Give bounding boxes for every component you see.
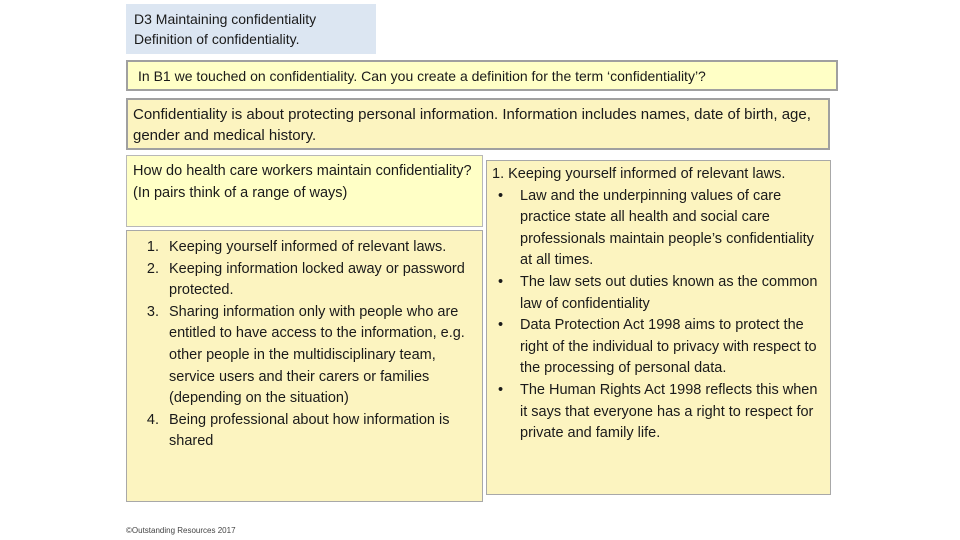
definition-text: Confidentiality is about protecting personal information. Information includes names, date of birth, age, gender and medical history.: [133, 106, 811, 144]
question-box: [126, 60, 838, 91]
slide-title: [126, 4, 376, 54]
list-item: 1. Keeping yourself informed of relevant laws.: [163, 237, 476, 259]
ways-list: [133, 237, 476, 453]
list-item: 3. Sharing information only with people who are entitled to have access to the information, e.g. other people in the multidisciplinary team, service users and their carers or families (depending on the situation): [163, 302, 476, 410]
laws-list: [492, 186, 822, 445]
pair-task-prompt: [126, 155, 483, 227]
laws-box: [486, 160, 831, 495]
list-item: • Data Protection Act 1998 aims to protect the right of the individual to privacy with respect to the processing of personal data.: [520, 315, 822, 380]
list-item: 2. Keeping information locked away or password protected.: [163, 259, 476, 302]
list-item: • Law and the underpinning values of care practice state all health and social care professionals maintain people’s confidentiality at all times.: [520, 186, 822, 272]
ways-list-box: [126, 230, 483, 502]
list-item: • The law sets out duties known as the common law of confidentiality: [520, 272, 822, 315]
list-item: • The Human Rights Act 1998 reflects this when it says that everyone has a right to respect for private and family life.: [520, 380, 822, 445]
copyright-footer: ©Outstanding Resources 2017: [126, 526, 236, 535]
question-text: In B1 we touched on confidentiality. Can you create a definition for the term ‘confidentiality’?: [138, 68, 706, 84]
title-line-2: Definition of confidentiality.: [134, 31, 300, 47]
title-line-1: D3 Maintaining confidentiality: [134, 11, 317, 27]
laws-heading: 1. Keeping yourself informed of relevant laws.: [492, 166, 786, 182]
list-item: 4. Being professional about how information is shared: [163, 410, 476, 453]
prompt-text: How do health care workers maintain confidentiality? (In pairs think of a range of ways): [133, 163, 472, 201]
definition-box: [126, 98, 830, 150]
